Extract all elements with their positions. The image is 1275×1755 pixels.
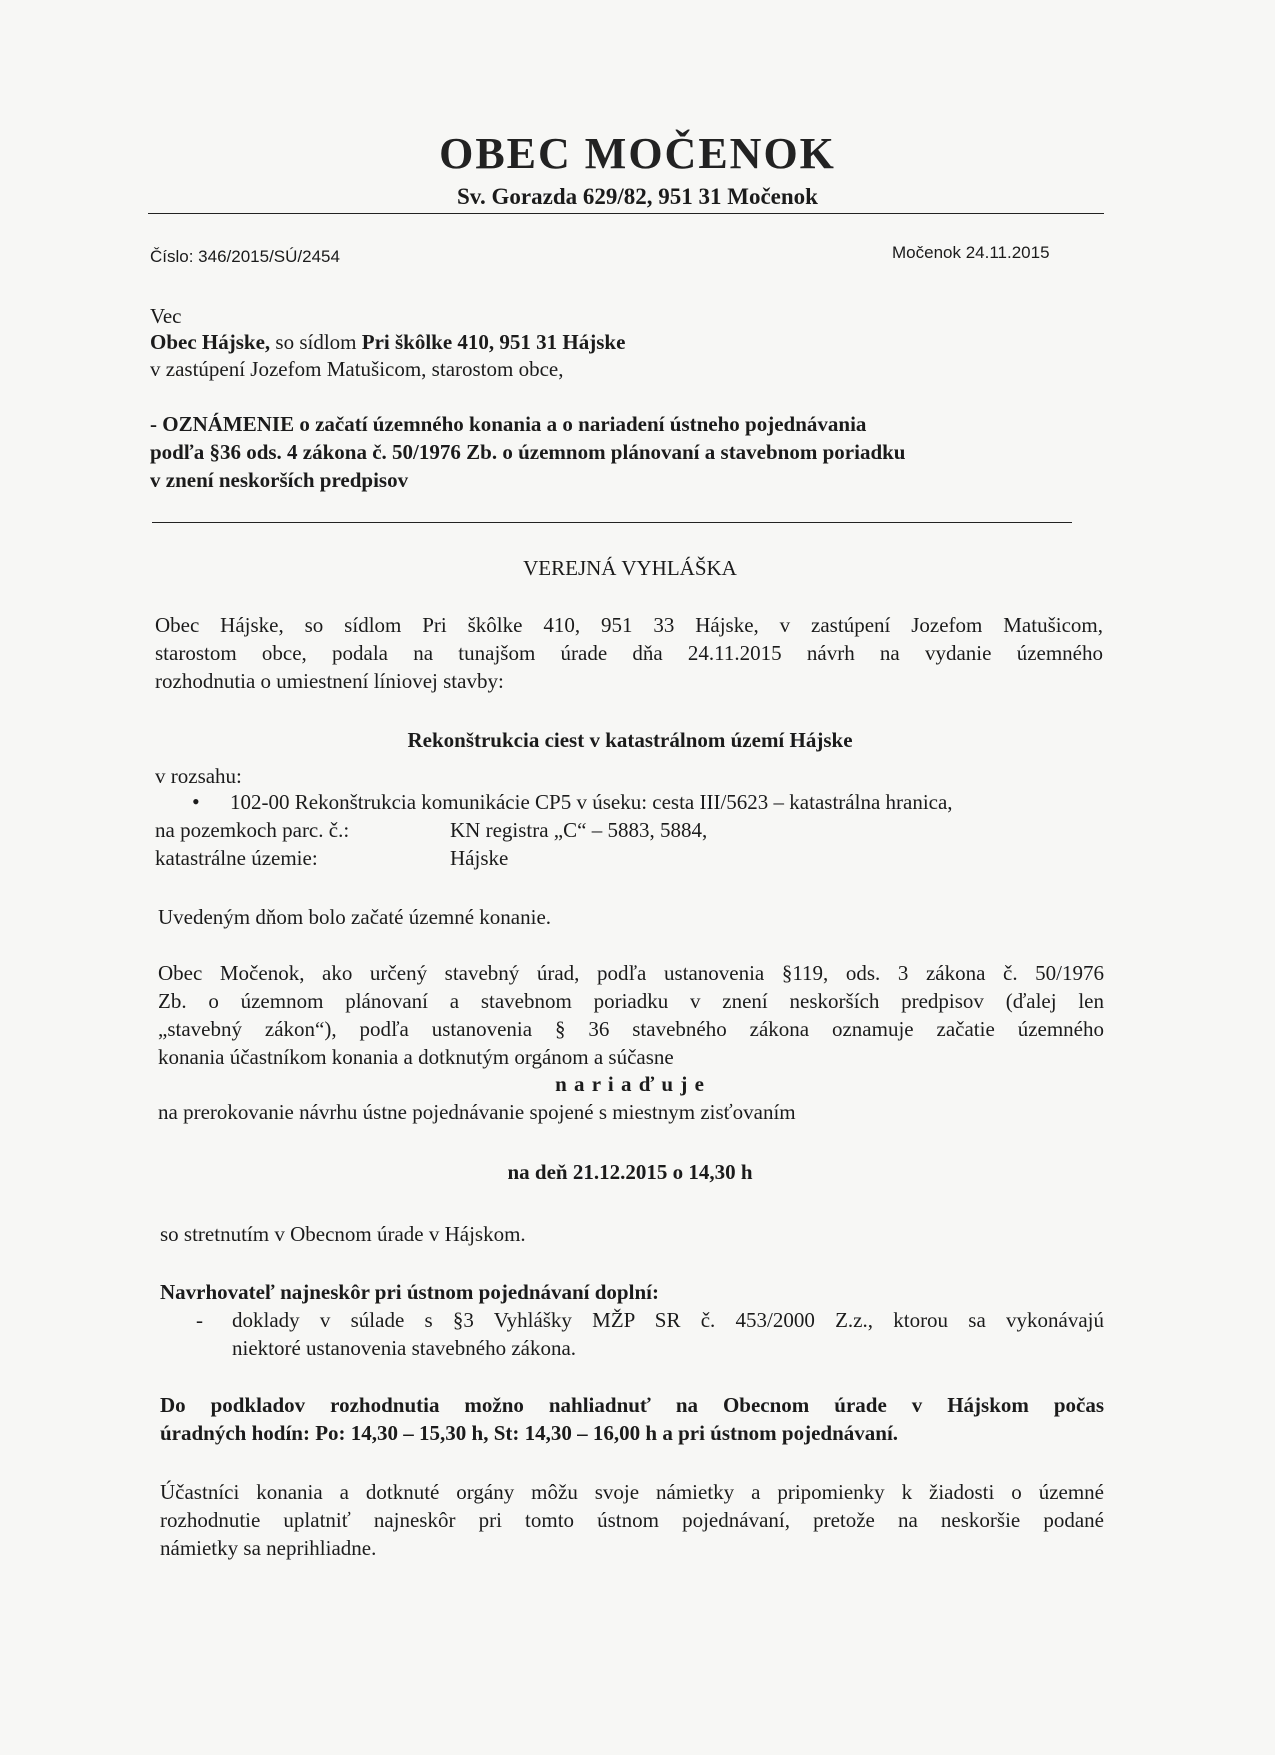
subject-applicant <box>150 330 625 355</box>
subject-representative: v zastúpení Jozefom Matušicom, starostom obce, <box>150 357 564 381</box>
applicant-name: Obec Hájske, <box>150 330 271 354</box>
paragraph-3-line-1: Účastníci konania a dotknuté orgány môžu svoje námietky a pripomienky k žiadosti o územné <box>160 1480 1104 1504</box>
paragraph-1-line-1: Obec Hájske, so sídlom Pri škôlke 410, 951 33 Hájske, v zastúpení Jozefom Matušicom, <box>155 613 1103 637</box>
municipality-title: OBEC MOČENOK <box>439 129 836 178</box>
parcels-value: KN registra „C“ – 5883, 5884, <box>450 818 708 842</box>
header-rule <box>148 213 1104 214</box>
paragraph-2-line-4: konania účastníkom konania a dotknutým orgánom a súčasne <box>158 1045 674 1069</box>
applicant-seat: Pri škôlke 410, 951 31 Hájske <box>361 330 626 354</box>
supplement-line-2: niektoré ustanovenia stavebného zákona. <box>232 1336 577 1360</box>
hearing-date: na deň 21.12.2015 o 14,30 h <box>507 1160 753 1184</box>
paragraph-1-line-2: starostom obce, podala na tunajšom úrade dňa 24.11.2015 návrh na vydanie územného <box>155 641 1103 665</box>
orders-word: n a r i a ď u j e <box>555 1072 705 1096</box>
inspection-line-1: Do podkladov rozhodnutia možno nahliadnuť na Obecnom úrade v Hájskom počas <box>160 1393 1104 1417</box>
project-title: Rekonštrukcia ciest v katastrálnom území Hájske <box>407 728 853 752</box>
cadastre-label: katastrálne územie: <box>155 846 318 870</box>
supplement-heading: Navrhovateľ najneskôr pri ústnom pojednávaní doplní: <box>160 1280 659 1304</box>
applicant-seat-prefix: so sídlom <box>270 330 362 354</box>
notice-line-1: - OZNÁMENIE o začatí územného konania a o nariadení ústneho pojednávania <box>150 412 867 436</box>
scope-item: 102-00 Rekonštrukcia komunikácie CP5 v úseku: cesta III/5623 – katastrálna hranica, <box>230 790 953 814</box>
paragraph-3-line-3: námietky sa neprihliadne. <box>160 1536 377 1560</box>
subject-label: Vec <box>150 304 182 328</box>
inspection-line-2: úradných hodín: Po: 14,30 – 15,30 h, St: 14,30 – 16,00 h a pri ústnom pojednávaní. <box>160 1421 899 1445</box>
notice-line-2: podľa §36 ods. 4 zákona č. 50/1976 Zb. o územnom plánovaní a stavebnom poriadku <box>150 440 906 464</box>
municipality-address: Sv. Gorazda 629/82, 951 31 Močenok <box>457 184 818 209</box>
parcels-label: na pozemkoch parc. č.: <box>155 818 350 842</box>
subject-rule <box>152 522 1072 523</box>
cadastre-value: Hájske <box>450 846 509 870</box>
paragraph-2-line-1: Obec Močenok, ako určený stavebný úrad, podľa ustanovenia §119, ods. 3 zákona č. 50/1976 <box>158 961 1104 985</box>
paragraph-2-line-3: „stavebný zákon“), podľa ustanovenia § 36 stavebného zákona oznamuje začatie územného <box>158 1017 1104 1041</box>
scope-label: v rozsahu: <box>155 764 242 788</box>
proceeding-started: Uvedeným dňom bolo začaté územné konanie. <box>158 905 552 929</box>
paragraph-2-line-2: Zb. o územnom plánovaní a stavebnom poriadku v znení neskorších predpisov (ďalej len <box>158 989 1104 1013</box>
reference-number: Číslo: 346/2015/SÚ/2454 <box>150 247 340 266</box>
meeting-place: so stretnutím v Obecnom úrade v Hájskom. <box>160 1222 526 1246</box>
supplement-line-1: doklady v súlade s §3 Vyhlášky MŽP SR č. 453/2000 Z.z., ktorou sa vykonávajú <box>232 1308 1104 1332</box>
paragraph-1-line-3: rozhodnutia o umiestnení líniovej stavby: <box>155 669 504 693</box>
bullet-dot: • <box>192 789 200 814</box>
supplement-dash: - <box>196 1308 203 1332</box>
orders-line: na prerokovanie návrhu ústne pojednávanie spojené s miestnym zisťovaním <box>158 1100 796 1124</box>
place-date: Močenok 24.11.2015 <box>892 243 1050 262</box>
notice-line-3: v znení neskorších predpisov <box>150 468 409 492</box>
paragraph-3-line-2: rozhodnutie uplatniť najneskôr pri tomto ústnom pojednávaní, pretože na neskoršie podané <box>160 1508 1104 1532</box>
public-notice-heading: VEREJNÁ VYHLÁŠKA <box>523 556 737 580</box>
